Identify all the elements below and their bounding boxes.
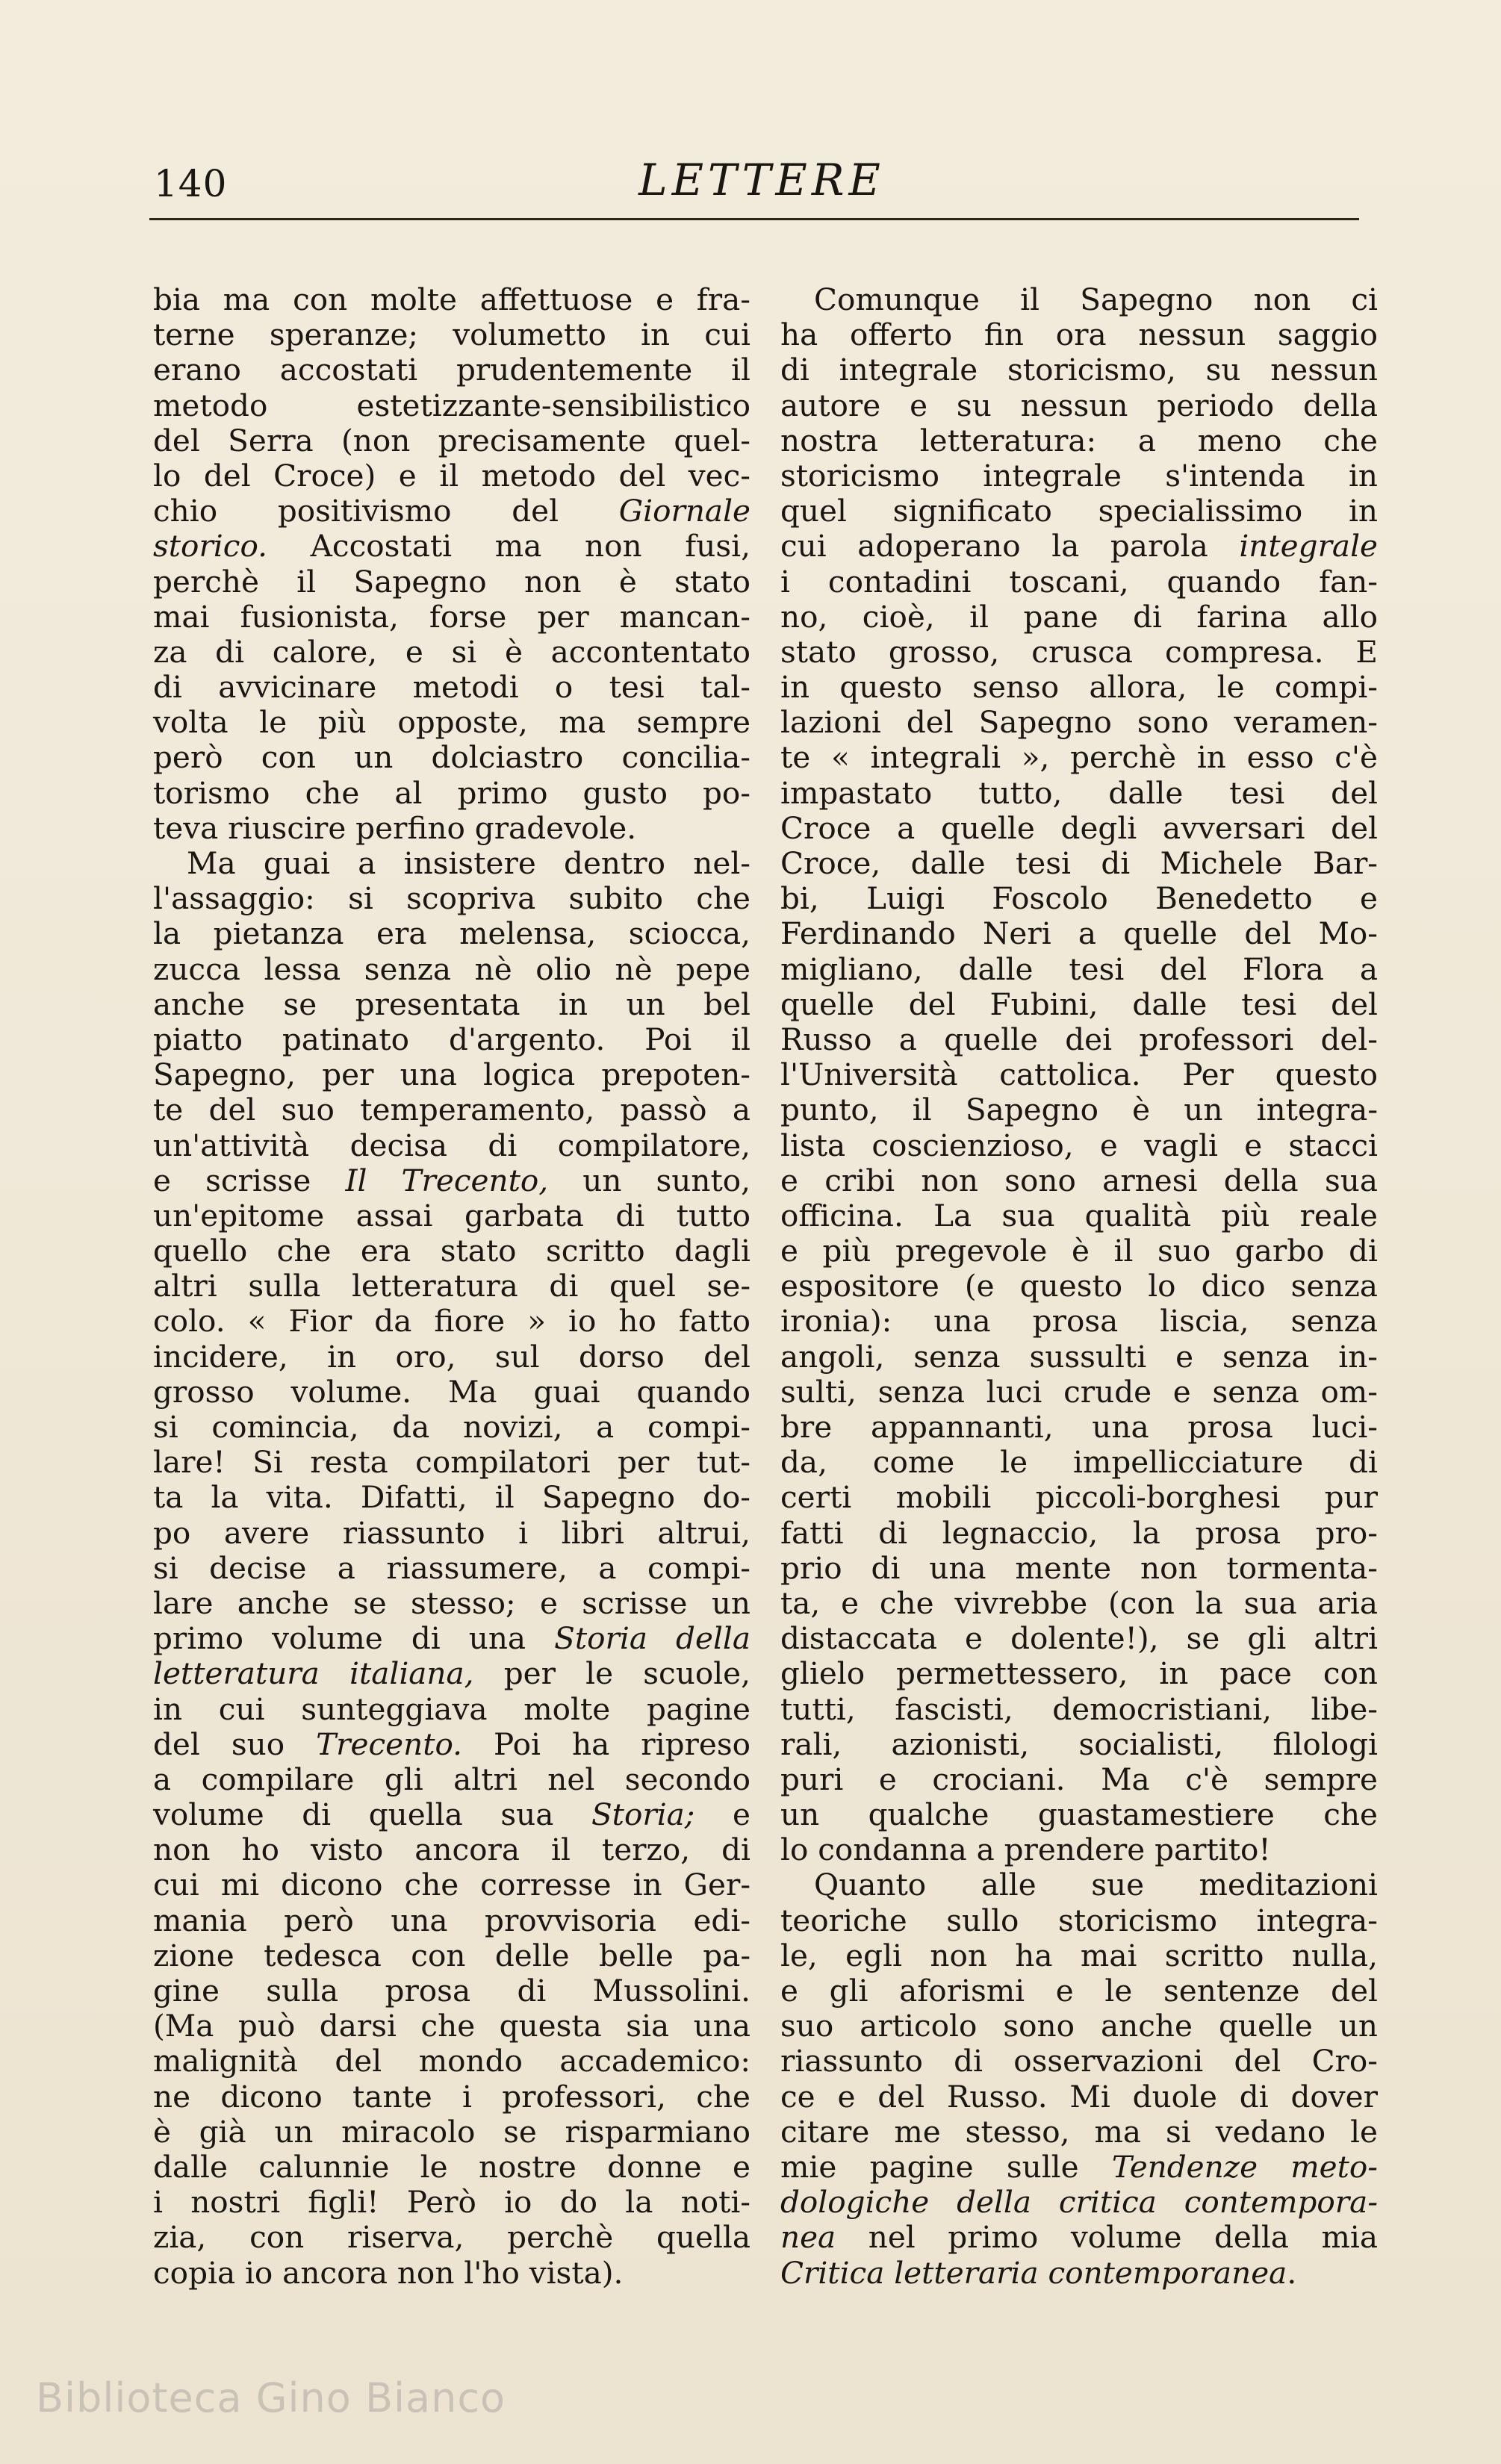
text-line xyxy=(780,1445,1378,1480)
line-text: bi, Luigi Foscolo Benedetto e xyxy=(780,880,1378,917)
text-line xyxy=(153,388,750,423)
text-line xyxy=(153,2009,750,2044)
line-text: lare! Si resta compilatori per tut- xyxy=(153,1444,750,1481)
text-line xyxy=(780,1656,1378,1691)
line-italic-text: dologiche della critica contempora- xyxy=(780,2184,1378,2221)
line-text: zione tedesca con delle belle pa- xyxy=(153,1937,750,1973)
line-text: cui mi dicono che corresse in Ger- xyxy=(153,1867,750,1903)
text-line xyxy=(780,1867,1378,1903)
library-watermark: Biblioteca Gino Bianco xyxy=(36,2374,506,2421)
line-text: i nostri figli! Però io do la noti- xyxy=(153,2184,750,2221)
line-text: lare anche se stesso; e scrisse un xyxy=(153,1584,750,1621)
line-text: un'epitome assai garbata di tutto xyxy=(153,1197,750,1233)
text-line xyxy=(780,846,1378,881)
line-text: mie pagine sulle xyxy=(780,2148,1112,2185)
text-line xyxy=(153,1797,750,1832)
text-line xyxy=(780,1198,1378,1233)
line-text: teoriche sullo storicismo integra- xyxy=(780,1902,1378,1938)
line-text: citare me stesso, ma si vedano le xyxy=(780,2113,1378,2150)
text-line xyxy=(780,1762,1378,1797)
line-text: lista coscienzioso, e vagli e stacci xyxy=(780,1127,1378,1163)
line-text: Croce, dalle tesi di Michele Bar- xyxy=(780,845,1378,881)
text-line xyxy=(780,987,1378,1022)
line-text: incidere, in oro, sul dorso del xyxy=(153,1338,750,1375)
line-text: del Serra (non precisamente quel- xyxy=(153,422,750,458)
text-line xyxy=(780,494,1378,529)
line-text: po avere riassunto i libri altrui, xyxy=(153,1514,750,1551)
line-italic-text: Tendenze meto- xyxy=(1111,2148,1378,2185)
text-line xyxy=(780,740,1378,775)
line-text-after: per le scuole, xyxy=(473,1655,750,1692)
line-text: puri e crociani. Ma c'è sempre xyxy=(780,1761,1378,1797)
line-text: e scrisse xyxy=(153,1162,346,1198)
text-line xyxy=(153,1656,750,1691)
line-text: nostra letteratura: a meno che xyxy=(780,422,1378,458)
line-text: quelle del Fubini, dalle tesi del xyxy=(780,986,1378,1022)
line-text: ce e del Russo. Mi duole di dover xyxy=(780,2078,1378,2115)
text-line xyxy=(153,1867,750,1903)
text-line xyxy=(780,2115,1378,2150)
text-line xyxy=(780,776,1378,811)
text-line xyxy=(153,2079,750,2115)
text-line xyxy=(780,705,1378,740)
line-text: (Ma può darsi che questa sia una xyxy=(153,2008,750,2044)
text-line xyxy=(153,458,750,494)
text-line xyxy=(153,564,750,600)
text-line xyxy=(153,881,750,916)
text-line xyxy=(780,1586,1378,1621)
text-line xyxy=(153,1057,750,1092)
text-line xyxy=(153,1551,750,1586)
text-line xyxy=(780,423,1378,458)
text-line xyxy=(780,2185,1378,2220)
line-text: storicismo integrale s'intenda in xyxy=(780,457,1378,494)
text-line xyxy=(153,1269,750,1304)
line-text: non ho visto ancora il terzo, di xyxy=(153,1832,750,1868)
text-line xyxy=(780,1269,1378,1304)
text-line xyxy=(780,1233,1378,1269)
line-text: e gli aforismi e le sentenze del xyxy=(780,1973,1378,2009)
text-line xyxy=(153,600,750,635)
text-line xyxy=(153,2185,750,2220)
line-text: grosso volume. Ma guai quando xyxy=(153,1373,750,1410)
line-text: è già un miracolo se risparmiano xyxy=(153,2113,750,2150)
line-text: suo articolo sono anche quelle un xyxy=(780,2008,1378,2044)
text-line xyxy=(153,670,750,705)
line-italic-text: Storia; xyxy=(591,1796,695,1833)
text-line xyxy=(780,1516,1378,1551)
text-line xyxy=(153,1092,750,1127)
text-line xyxy=(780,352,1378,388)
line-text: no, cioè, il pane di farina allo xyxy=(780,598,1378,635)
line-text: metodo estetizzante-sensibilistico xyxy=(153,387,750,423)
line-text: te del suo temperamento, passò a xyxy=(153,1092,750,1128)
line-text: altri sulla letteratura di quel se- xyxy=(153,1268,750,1304)
text-line xyxy=(153,1375,750,1410)
line-text: rali, azionisti, socialisti, filologi xyxy=(780,1726,1378,1762)
line-text: volta le più opposte, ma sempre xyxy=(153,704,750,741)
text-line xyxy=(780,1022,1378,1057)
text-line xyxy=(153,1340,750,1375)
line-text: e più pregevole è il suo garbo di xyxy=(780,1233,1378,1269)
line-text: punto, il Sapegno è un integra- xyxy=(780,1092,1378,1128)
text-line xyxy=(153,1022,750,1057)
line-text: lo del Croce) e il metodo del vec- xyxy=(153,457,750,494)
line-italic-text: storico. xyxy=(153,528,267,564)
text-line xyxy=(153,987,750,1022)
text-line xyxy=(153,1586,750,1621)
text-line xyxy=(153,1198,750,1233)
text-line xyxy=(153,2150,750,2185)
line-text: Ma guai a insistere dentro nel- xyxy=(187,845,750,881)
text-line xyxy=(780,1551,1378,1586)
line-text: prio di una mente non tormenta- xyxy=(780,1549,1378,1586)
line-text: migliano, dalle tesi del Flora a xyxy=(780,951,1378,987)
line-text: terne speranze; volumetto in cui xyxy=(153,317,750,353)
line-text: teva riuscire perfino gradevole. xyxy=(153,809,637,846)
text-line xyxy=(780,916,1378,951)
line-text: volume di quella sua xyxy=(153,1796,591,1833)
text-line xyxy=(780,564,1378,600)
line-text: chio positivismo del xyxy=(153,493,619,529)
line-text: anche se presentata in un bel xyxy=(153,986,750,1022)
line-text: colo. « Fior da fiore » io ho fatto xyxy=(153,1303,750,1340)
text-line xyxy=(780,1340,1378,1375)
text-line xyxy=(780,811,1378,846)
line-text: te « integrali », perchè in esso c'è xyxy=(780,739,1378,776)
text-line xyxy=(780,1480,1378,1515)
line-text: ne dicono tante i professori, che xyxy=(153,2078,750,2115)
text-line xyxy=(153,1480,750,1515)
line-text: in cui sunteggiava molte pagine xyxy=(153,1690,750,1727)
line-text: malignità del mondo accademico: xyxy=(153,2043,750,2079)
line-text: mania però una provvisoria edi- xyxy=(153,1902,750,1938)
text-line xyxy=(780,1727,1378,1762)
text-line xyxy=(780,1973,1378,2009)
text-line xyxy=(153,1128,750,1163)
line-text: autore e su nessun periodo della xyxy=(780,387,1378,423)
right-column xyxy=(780,282,1378,2291)
line-text: quello che era stato scritto dagli xyxy=(153,1233,750,1269)
line-text: primo volume di una xyxy=(153,1620,555,1657)
line-text: perchè il Sapegno non è stato xyxy=(153,563,750,600)
text-line xyxy=(780,1375,1378,1410)
text-line xyxy=(153,352,750,388)
line-text: torismo che al primo gusto po- xyxy=(153,774,750,811)
line-text: un'attività decisa di compilatore, xyxy=(153,1127,750,1163)
line-text: glielo permettessero, in pace con xyxy=(780,1655,1378,1692)
line-text: erano accostati prudentemente il xyxy=(153,352,750,388)
text-line xyxy=(780,2079,1378,2115)
line-text: Comunque il Sapegno non ci xyxy=(814,281,1378,317)
text-line xyxy=(780,2150,1378,2185)
line-text: Russo a quelle dei professori del- xyxy=(780,1021,1378,1057)
text-line xyxy=(780,600,1378,635)
text-line xyxy=(153,2044,750,2079)
text-line xyxy=(153,916,750,951)
text-line xyxy=(153,2115,750,2150)
text-line xyxy=(780,1797,1378,1832)
line-text: l'Università cattolica. Per questo xyxy=(780,1057,1378,1093)
text-line xyxy=(153,1621,750,1656)
line-text: un qualche guastamestiere che xyxy=(780,1796,1378,1833)
text-line xyxy=(780,635,1378,670)
line-text: impastato tutto, dalle tesi del xyxy=(780,774,1378,811)
line-text-after: un sunto, xyxy=(548,1162,751,1198)
text-line xyxy=(153,1973,750,2009)
line-italic-text: Il Trecento, xyxy=(345,1162,549,1198)
header-rule xyxy=(149,218,1359,220)
line-italic-text: nea xyxy=(780,2219,836,2256)
line-text: zia, con riserva, perchè quella xyxy=(153,2219,750,2256)
page-header xyxy=(149,153,1374,213)
line-text: l'assaggio: si scopriva subito che xyxy=(153,880,750,917)
text-line xyxy=(780,282,1378,317)
text-line xyxy=(153,1410,750,1445)
text-line xyxy=(780,317,1378,352)
line-text: distaccata e dolente!), se gli altri xyxy=(780,1620,1378,1657)
text-line xyxy=(780,1304,1378,1339)
line-text: di integrale storicismo, su nessun xyxy=(780,352,1378,388)
text-line xyxy=(153,1938,750,1973)
text-line xyxy=(153,1304,750,1339)
line-text: bia ma con molte affettuose e fra- xyxy=(153,281,750,317)
line-text-after: Poi ha ripreso xyxy=(462,1726,750,1762)
line-text: sulti, senza luci crude e senza om- xyxy=(780,1373,1378,1410)
line-text: bre appannanti, una prosa luci- xyxy=(780,1409,1378,1445)
line-text: tutti, fascisti, democristiani, libe- xyxy=(780,1690,1378,1727)
line-text-after: Accostati ma non fusi, xyxy=(267,528,750,564)
text-line xyxy=(780,670,1378,705)
text-line xyxy=(153,635,750,670)
line-text: espositore (e questo lo dico senza xyxy=(780,1268,1378,1304)
text-line xyxy=(780,1163,1378,1198)
line-italic-text: letteratura italiana, xyxy=(153,1655,474,1692)
line-text: cui adoperano la parola xyxy=(780,528,1240,564)
text-line xyxy=(780,1057,1378,1092)
left-column xyxy=(153,282,750,2291)
line-text: ta la vita. Difatti, il Sapegno do- xyxy=(153,1479,750,1516)
line-text: dalle calunnie le nostre donne e xyxy=(153,2148,750,2185)
text-line xyxy=(780,529,1378,564)
text-line xyxy=(780,1938,1378,1973)
line-text-after: . xyxy=(1287,2254,1297,2291)
line-text-after: nel primo volume della mia xyxy=(836,2219,1378,2256)
line-italic-text: Critica letteraria contemporanea xyxy=(780,2254,1287,2291)
line-text: i contadini toscani, quando fan- xyxy=(780,563,1378,600)
text-line xyxy=(780,1692,1378,1727)
text-line xyxy=(780,388,1378,423)
line-text: Croce a quelle degli avversari del xyxy=(780,809,1378,846)
line-text: Quanto alle sue meditazioni xyxy=(814,1867,1378,1903)
text-line xyxy=(780,881,1378,916)
text-line xyxy=(153,282,750,317)
text-line xyxy=(780,2044,1378,2079)
text-line xyxy=(153,846,750,881)
line-text: però con un dolciastro concilia- xyxy=(153,739,750,776)
running-title: LETTERE xyxy=(638,155,885,205)
line-text: in questo senso allora, le compi- xyxy=(780,669,1378,706)
text-line xyxy=(153,1727,750,1762)
text-line xyxy=(153,1516,750,1551)
text-line xyxy=(780,2256,1378,2291)
text-line xyxy=(153,423,750,458)
line-text: del suo xyxy=(153,1726,317,1762)
text-line xyxy=(153,705,750,740)
text-line xyxy=(780,1832,1378,1867)
text-line xyxy=(153,494,750,529)
line-text: la pietanza era melensa, sciocca, xyxy=(153,915,750,952)
page-number: 140 xyxy=(154,162,228,205)
text-line xyxy=(780,1903,1378,1938)
text-line xyxy=(153,952,750,987)
text-line xyxy=(153,740,750,775)
text-line xyxy=(780,952,1378,987)
line-text: Ferdinando Neri a quelle del Mo- xyxy=(780,915,1378,952)
line-text: quel significato specialissimo in xyxy=(780,493,1378,529)
line-text: da, come le impellicciature di xyxy=(780,1444,1378,1481)
line-text: angoli, senza sussulti e senza in- xyxy=(780,1338,1378,1375)
text-line xyxy=(780,2220,1378,2255)
text-line xyxy=(153,2256,750,2291)
text-line xyxy=(780,1621,1378,1656)
line-text: lazioni del Sapegno sono veramen- xyxy=(780,704,1378,741)
text-line xyxy=(780,1092,1378,1127)
text-line xyxy=(153,317,750,352)
text-line xyxy=(153,1903,750,1938)
line-text: gine sulla prosa di Mussolini. xyxy=(153,1973,750,2009)
text-line xyxy=(153,1692,750,1727)
text-line xyxy=(780,2009,1378,2044)
text-line xyxy=(780,1410,1378,1445)
line-text: si comincia, da novizi, a compi- xyxy=(153,1409,750,1445)
line-text: fatti di legnaccio, la prosa pro- xyxy=(780,1514,1378,1551)
line-text: stato grosso, crusca compresa. E xyxy=(780,633,1378,670)
text-line xyxy=(153,811,750,846)
line-text: a compilare gli altri nel secondo xyxy=(153,1761,750,1797)
line-text: si decise a riassumere, a compi- xyxy=(153,1549,750,1586)
text-line xyxy=(153,776,750,811)
text-line xyxy=(153,1233,750,1269)
text-line xyxy=(780,1128,1378,1163)
line-text: zucca lessa senza nè olio nè pepe xyxy=(153,951,750,987)
line-italic-text: Giornale xyxy=(618,493,750,529)
line-text-after: e xyxy=(694,1796,751,1833)
line-text: ironia): una prosa liscia, senza xyxy=(780,1303,1378,1340)
text-line xyxy=(153,2220,750,2255)
line-italic-text: Trecento. xyxy=(316,1726,463,1762)
line-text: piatto patinato d'argento. Poi il xyxy=(153,1021,750,1057)
text-line xyxy=(153,1163,750,1198)
line-text: e cribi non sono arnesi della sua xyxy=(780,1162,1378,1198)
line-text: le, egli non ha mai scritto nulla, xyxy=(780,1937,1378,1973)
text-line xyxy=(153,529,750,564)
text-line xyxy=(153,1762,750,1797)
line-text: riassunto di osservazioni del Cro- xyxy=(780,2043,1378,2079)
text-line xyxy=(780,458,1378,494)
line-italic-text: integrale xyxy=(1239,528,1378,564)
line-text: ta, e che vivrebbe (con la sua aria xyxy=(780,1584,1378,1621)
line-text: za di calore, e si è accontentato xyxy=(153,633,750,670)
line-text: mai fusionista, forse per mancan- xyxy=(153,598,750,635)
line-text: lo condanna a prendere partito! xyxy=(780,1832,1271,1868)
text-line xyxy=(153,1445,750,1480)
line-text: officina. La sua qualità più reale xyxy=(780,1197,1378,1233)
line-text: certi mobili piccoli-borghesi pur xyxy=(780,1479,1378,1516)
line-text: ha offerto fin ora nessun saggio xyxy=(780,317,1378,353)
text-line xyxy=(153,1832,750,1867)
line-text: Sapegno, per una logica prepoten- xyxy=(153,1057,750,1093)
line-italic-text: Storia della xyxy=(554,1620,750,1657)
line-text: copia io ancora non l'ho vista). xyxy=(153,2254,624,2291)
line-text: di avvicinare metodi o tesi tal- xyxy=(153,669,750,706)
